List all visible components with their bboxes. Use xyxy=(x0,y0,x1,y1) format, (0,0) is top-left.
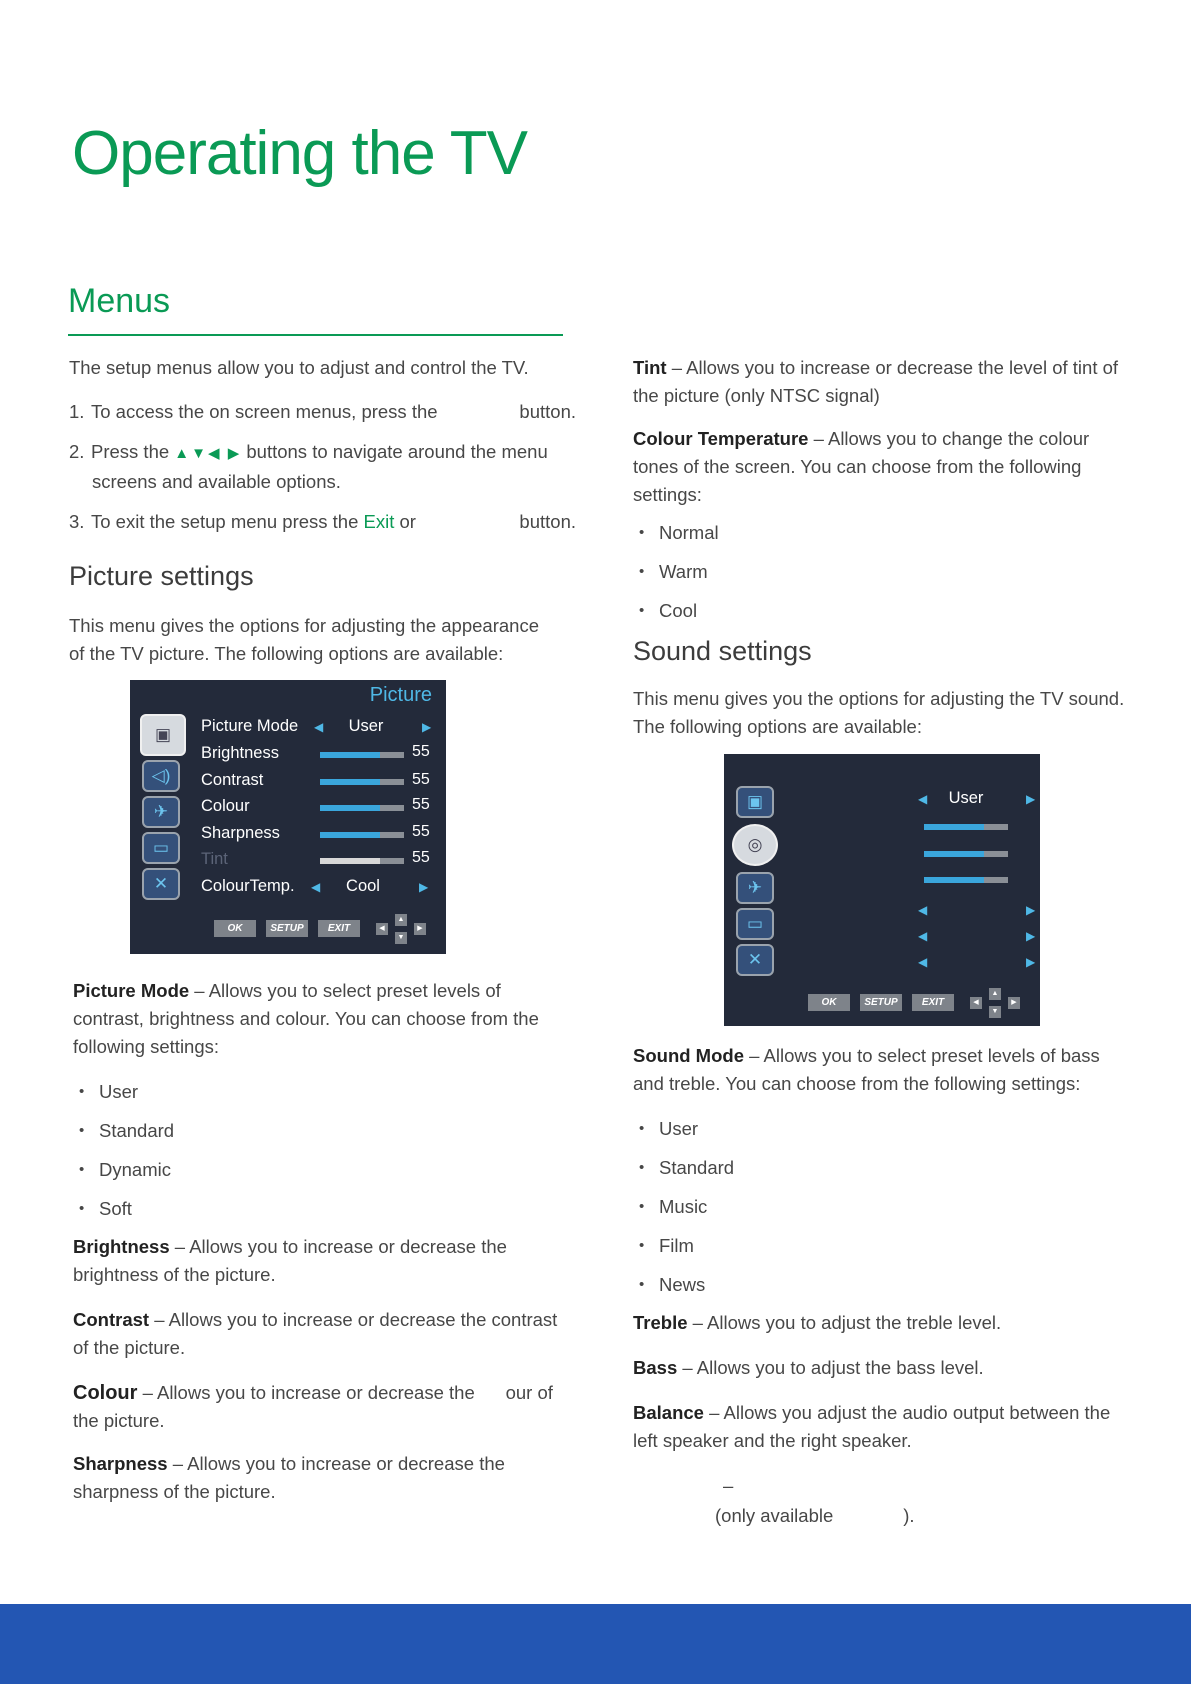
level-fill xyxy=(924,824,984,830)
camera-icon: ▣ xyxy=(140,714,186,756)
step-number: 2. xyxy=(69,441,85,462)
nav-down-icon: ▼ xyxy=(989,1006,1001,1018)
note-text: (only available xyxy=(715,1505,834,1526)
term: Picture Mode xyxy=(73,980,190,1001)
right-arrow-icon: ▶ xyxy=(419,880,429,894)
camera-icon: ▣ xyxy=(736,786,774,818)
picture-mode-list xyxy=(73,1078,573,1223)
list-item: • Standard xyxy=(73,1117,573,1145)
step-text: or xyxy=(399,511,416,532)
left-arrow-icon: ◀ xyxy=(918,955,928,969)
left-arrow-icon: ◀ xyxy=(918,792,928,806)
left-arrow-icon: ◀ xyxy=(314,720,324,734)
list-item: • News xyxy=(633,1271,1133,1299)
definition: – Allows you to increase or decrease the contrast of the picture. xyxy=(73,1309,558,1358)
picture-settings-heading: Picture settings xyxy=(69,561,254,591)
term: Colour Temperature xyxy=(633,428,809,449)
availability-note xyxy=(633,1502,1133,1530)
term: Colour xyxy=(73,1382,138,1404)
definition: – Allows you to increase or decrease the our of the picture. xyxy=(73,1382,559,1431)
right-arrow-icon: ▶ xyxy=(1026,929,1036,943)
definition: – Allows you to increase or decrease the brightness of the picture. xyxy=(73,1236,507,1285)
definition: – Allows you adjust the audio output between the left speaker and the right speaker. xyxy=(633,1402,1111,1451)
list-item: • Standard xyxy=(633,1154,1133,1182)
menu-row-label: ColourTemp. xyxy=(201,877,295,895)
intro-block xyxy=(69,354,579,668)
term: Sharpness xyxy=(73,1453,168,1474)
list-item: • Soft xyxy=(73,1195,573,1223)
menu-row-label: Sharpness xyxy=(201,824,280,842)
right-arrow-icon: ▶ xyxy=(1026,955,1036,969)
right-arrow-icon: ▶ xyxy=(1026,792,1036,806)
menu-row-value: User xyxy=(348,717,384,735)
arrow-keys-icon: ▲▼◀ ▶ xyxy=(174,445,242,462)
level-value: 55 xyxy=(412,849,430,866)
monitor-icon: ▭ xyxy=(142,832,180,864)
sound-mode-value: User xyxy=(948,789,984,807)
level-bar xyxy=(320,805,404,811)
picture-options xyxy=(73,977,573,1506)
contrast-desc xyxy=(73,1306,573,1362)
definition: – Allows you to select preset levels of bass and treble. You can choose from the following settings: xyxy=(633,1045,1100,1094)
dash-text: – xyxy=(723,1475,734,1496)
term: Brightness xyxy=(73,1236,170,1257)
level-bar xyxy=(924,877,1008,883)
intro-text: The setup menus allow you to adjust and control the TV. xyxy=(69,357,529,378)
level-bar xyxy=(320,779,404,785)
page-footer-band xyxy=(0,1604,1191,1684)
step-3 xyxy=(69,508,579,536)
nav-left-icon: ◀ xyxy=(376,923,388,935)
term: Balance xyxy=(633,1402,704,1423)
right-arrow-icon: ▶ xyxy=(1026,903,1036,917)
menu-row-label: Tint xyxy=(201,850,228,868)
left-arrow-icon: ◀ xyxy=(918,903,928,917)
sound-menu-screenshot xyxy=(724,754,1040,1026)
note-text-end: ). xyxy=(903,1505,915,1526)
step-text: To exit the setup menu press the xyxy=(91,511,359,532)
level-bar xyxy=(924,824,1008,830)
step-text: buttons to navigate around the menu xyxy=(246,441,548,462)
treble-desc xyxy=(633,1309,1133,1337)
definition: – Allows you to increase or decrease the level of tint of the picture (only NTSC signal) xyxy=(633,357,1119,406)
menu-row-label: Brightness xyxy=(201,744,279,762)
level-fill xyxy=(924,877,984,883)
speaker-icon: ◁) xyxy=(142,760,180,792)
setup-button-graphic: SETUP xyxy=(266,920,308,937)
colour-temp-list xyxy=(633,519,1133,625)
step-2 xyxy=(69,438,579,496)
level-value: 55 xyxy=(412,823,430,840)
level-fill xyxy=(320,752,380,758)
picture-menu-screenshot xyxy=(130,680,446,954)
colour-temp-desc xyxy=(633,425,1133,509)
nav-up-icon: ▲ xyxy=(989,988,1001,1000)
sharpness-desc xyxy=(73,1450,573,1506)
definition: – Allows you to adjust the bass level. xyxy=(677,1357,984,1378)
bass-desc xyxy=(633,1354,1133,1382)
level-bar xyxy=(320,752,404,758)
nav-left-icon: ◀ xyxy=(970,997,982,1009)
list-item: • User xyxy=(633,1115,1133,1143)
section-divider xyxy=(68,334,563,336)
nav-right-icon: ▶ xyxy=(1008,997,1020,1009)
definition: – Allows you to change the colour tones of the screen. You can choose from the following settings: xyxy=(633,428,1090,505)
page-title: Operating the TV xyxy=(72,119,528,188)
sound-mode-desc xyxy=(633,1042,1133,1098)
satellite-icon: ✈ xyxy=(736,872,774,904)
step-number: 1. xyxy=(69,401,85,422)
level-fill xyxy=(320,779,380,785)
list-item: • Music xyxy=(633,1193,1133,1221)
term: Bass xyxy=(633,1357,678,1378)
definition: – Allows you to adjust the treble level. xyxy=(687,1312,1002,1333)
step-text: Press the xyxy=(91,441,170,462)
level-value: 55 xyxy=(412,771,430,788)
sound-dish-icon: ◎ xyxy=(732,824,778,866)
nav-down-icon: ▼ xyxy=(395,932,407,944)
step-text-end: button. xyxy=(519,401,576,422)
step-text-end: button. xyxy=(519,511,576,532)
definition: – Allows you to select preset levels of contrast, brightness and colour. You can choose from the following settings: xyxy=(73,980,539,1057)
menu-row-label: Contrast xyxy=(201,771,264,789)
term: Sound Mode xyxy=(633,1045,744,1066)
menu-row-label: Colour xyxy=(201,797,250,815)
monitor-icon: ▭ xyxy=(736,908,774,940)
ok-button-graphic: OK xyxy=(214,920,256,937)
sound-settings-heading: Sound settings xyxy=(633,636,812,666)
level-fill xyxy=(320,805,380,811)
left-arrow-icon: ◀ xyxy=(311,880,321,894)
sound-mode-list xyxy=(633,1115,1133,1299)
menu-title: Picture xyxy=(369,684,432,706)
colour-desc xyxy=(73,1379,573,1435)
level-fill xyxy=(320,832,380,838)
section-title: Menus xyxy=(68,282,171,320)
sound-options xyxy=(633,1042,1133,1530)
list-item: • Normal xyxy=(633,519,1133,547)
tint-desc xyxy=(633,354,1133,410)
nav-up-icon: ▲ xyxy=(395,914,407,926)
tools-icon: ✕ xyxy=(142,868,180,900)
level-bar xyxy=(924,851,1008,857)
list-item: • Warm xyxy=(633,558,1133,586)
exit-button-graphic: EXIT xyxy=(912,994,954,1011)
ok-button-graphic: OK xyxy=(808,994,850,1011)
level-value: 55 xyxy=(412,743,430,760)
picture-intro: This menu gives the options for adjusting the appearance of the TV picture. The following options are available: xyxy=(69,615,539,664)
definition: – Allows you to increase or decrease the sharpness of the picture. xyxy=(73,1453,505,1502)
picture-mode-desc xyxy=(73,977,573,1061)
step-1 xyxy=(69,398,579,426)
list-item: • Cool xyxy=(633,597,1133,625)
menu-row-label: Picture Mode xyxy=(201,717,299,735)
term: Treble xyxy=(633,1312,688,1333)
nav-right-icon: ▶ xyxy=(414,923,426,935)
list-item: • Dynamic xyxy=(73,1156,573,1184)
step-text: To access the on screen menus, press the xyxy=(91,401,438,422)
level-fill xyxy=(320,858,380,864)
exit-key-label: Exit xyxy=(363,511,395,532)
term: Contrast xyxy=(73,1309,150,1330)
left-arrow-icon: ◀ xyxy=(918,929,928,943)
setup-button-graphic: SETUP xyxy=(860,994,902,1011)
balance-desc xyxy=(633,1399,1133,1455)
right-column-top xyxy=(633,354,1133,741)
tools-icon: ✕ xyxy=(736,944,774,976)
right-arrow-icon: ▶ xyxy=(422,720,432,734)
step-number: 3. xyxy=(69,511,85,532)
level-fill xyxy=(924,851,984,857)
sound-intro: This menu gives you the options for adjusting the TV sound. The following options are available: xyxy=(633,688,1125,737)
term: Tint xyxy=(633,357,667,378)
menu-row-value: Cool xyxy=(346,877,380,895)
level-value: 55 xyxy=(412,796,430,813)
list-item: • User xyxy=(73,1078,573,1106)
list-item: • Film xyxy=(633,1232,1133,1260)
level-bar xyxy=(320,858,404,864)
step-text: screens and available options. xyxy=(92,471,341,492)
brightness-desc xyxy=(73,1233,573,1289)
satellite-icon: ✈ xyxy=(142,796,180,828)
level-bar xyxy=(320,832,404,838)
exit-button-graphic: EXIT xyxy=(318,920,360,937)
